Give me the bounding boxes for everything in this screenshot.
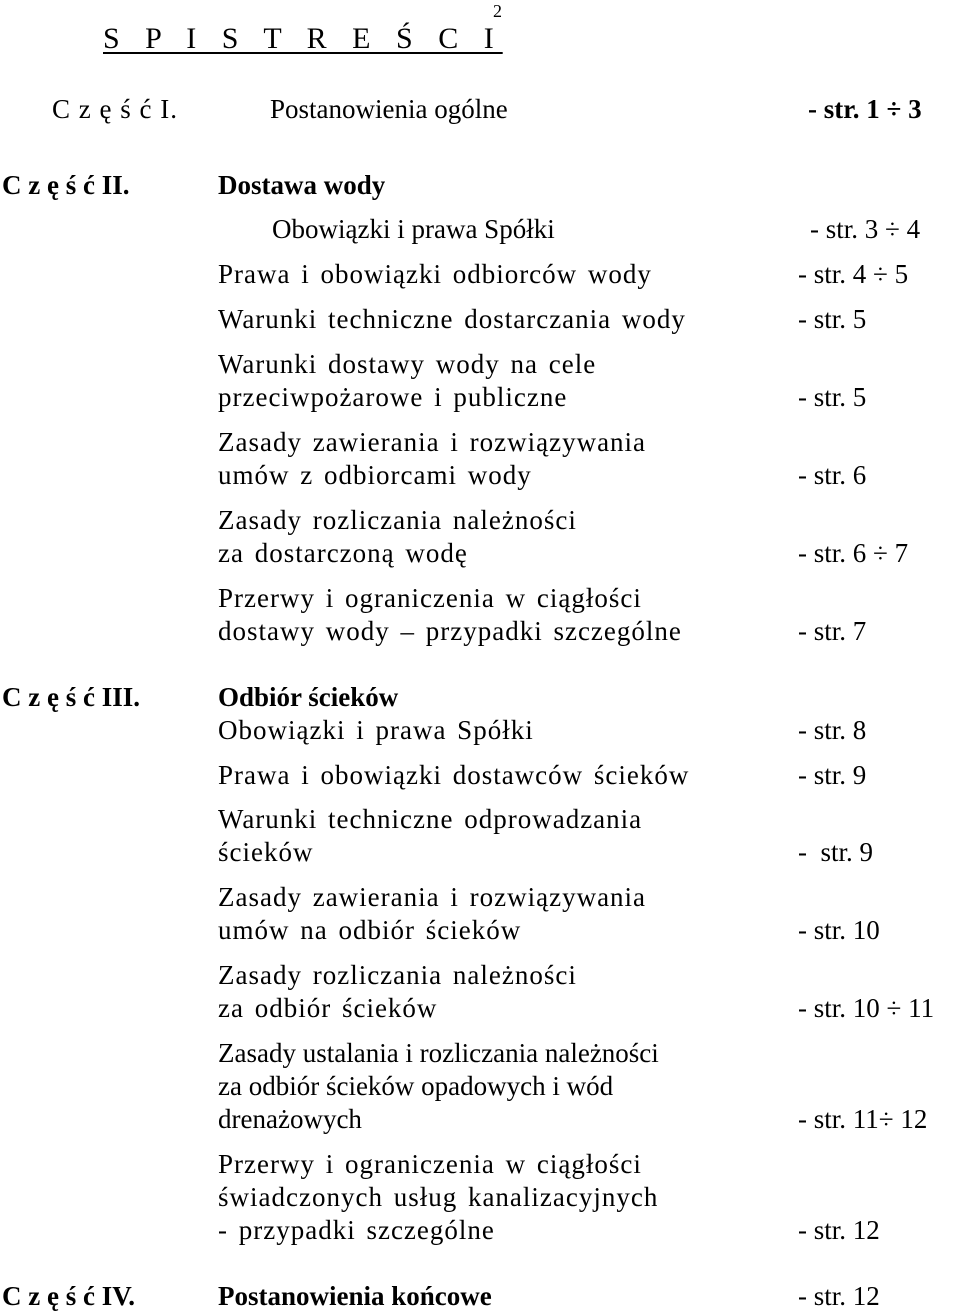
part-3-title: Odbiór ścieków	[218, 682, 399, 712]
page-number: 2	[493, 1, 502, 21]
toc-entry-text: Warunki techniczne dostarczania wody	[218, 304, 686, 334]
toc-entry-text: dostawy wody – przypadki szczególne	[218, 616, 682, 646]
toc-entry-text: Zasady zawierania i rozwiązywania	[218, 882, 647, 912]
toc-entry-text: Zasady rozliczania należności	[218, 505, 577, 535]
toc-entry-text: Prawa i obowiązki dostawców ścieków	[218, 760, 690, 790]
toc-entry-text: Przerwy i ograniczenia w ciągłości	[218, 1149, 642, 1179]
toc-entry-text: za dostarczoną wodę	[218, 538, 468, 568]
toc-entry-text: za odbiór ścieków opadowych i wód	[218, 1071, 614, 1101]
toc-entry-pages: - str. 3 ÷ 4	[810, 214, 921, 244]
part-2-title: Dostawa wody	[218, 170, 386, 200]
part-2-label: C z ę ś ć II.	[2, 170, 130, 200]
part-4-title: Postanowienia końcowe	[218, 1281, 492, 1311]
toc-entry-pages: - str. 5	[798, 382, 867, 412]
toc-entry-pages: - str. 12	[798, 1215, 880, 1245]
toc-entry-text: umów z odbiorcami wody	[218, 460, 532, 490]
part-4-pages: - str. 12	[798, 1281, 880, 1311]
toc-entry-text: Zasady zawierania i rozwiązywania	[218, 427, 647, 457]
toc-entry-text: drenażowych	[218, 1104, 362, 1134]
toc-entry-text: świadczonych usług kanalizacyjnych	[218, 1182, 659, 1212]
part-1-label: C z ę ś ć I.	[52, 94, 178, 124]
document-title: S P I S T R E Ś C I	[103, 22, 503, 55]
toc-entry-text: Obowiązki i prawa Spółki	[218, 715, 534, 745]
toc-entry-text: przeciwpożarowe i publiczne	[218, 382, 568, 412]
toc-entry-text: Obowiązki i prawa Spółki	[272, 214, 555, 244]
toc-entry-pages: - str. 4 ÷ 5	[798, 259, 909, 289]
toc-entry-pages: - str. 10 ÷ 11	[798, 993, 935, 1023]
toc-entry-text: umów na odbiór ścieków	[218, 915, 522, 945]
toc-entry-pages: - str. 11÷ 12	[798, 1104, 928, 1134]
toc-entry-text: Warunki techniczne odprowadzania	[218, 804, 643, 834]
part-1-title: Postanowienia ogólne	[270, 94, 508, 124]
toc-entry-pages: - str. 6 ÷ 7	[798, 538, 909, 568]
part-1-pages: - str. 1 ÷ 3	[808, 94, 922, 124]
toc-entry-pages: - str. 9	[798, 837, 874, 867]
toc-entry-text: Prawa i obowiązki odbiorców wody	[218, 259, 652, 289]
toc-entry-text: ścieków	[218, 837, 314, 867]
toc-entry-text: Zasady ustalania i rozliczania należności	[218, 1038, 659, 1068]
toc-entry-text: Zasady rozliczania należności	[218, 960, 577, 990]
toc-entry-pages: - str. 8	[798, 715, 867, 745]
part-4-label: C z ę ś ć IV.	[2, 1281, 135, 1311]
toc-entry-text: - przypadki szczególne	[218, 1215, 495, 1245]
toc-entry-pages: - str. 10	[798, 915, 880, 945]
toc-entry-pages: - str. 9	[798, 760, 867, 790]
toc-entry-text: Przerwy i ograniczenia w ciągłości	[218, 583, 642, 613]
toc-entry-text: za odbiór ścieków	[218, 993, 438, 1023]
toc-entry-pages: - str. 6	[798, 460, 867, 490]
toc-entry-pages: - str. 5	[798, 304, 867, 334]
toc-entry-pages: - str. 7	[798, 616, 867, 646]
toc-entry-text: Warunki dostawy wody na cele	[218, 349, 597, 379]
part-3-label: C z ę ś ć III.	[2, 682, 140, 712]
